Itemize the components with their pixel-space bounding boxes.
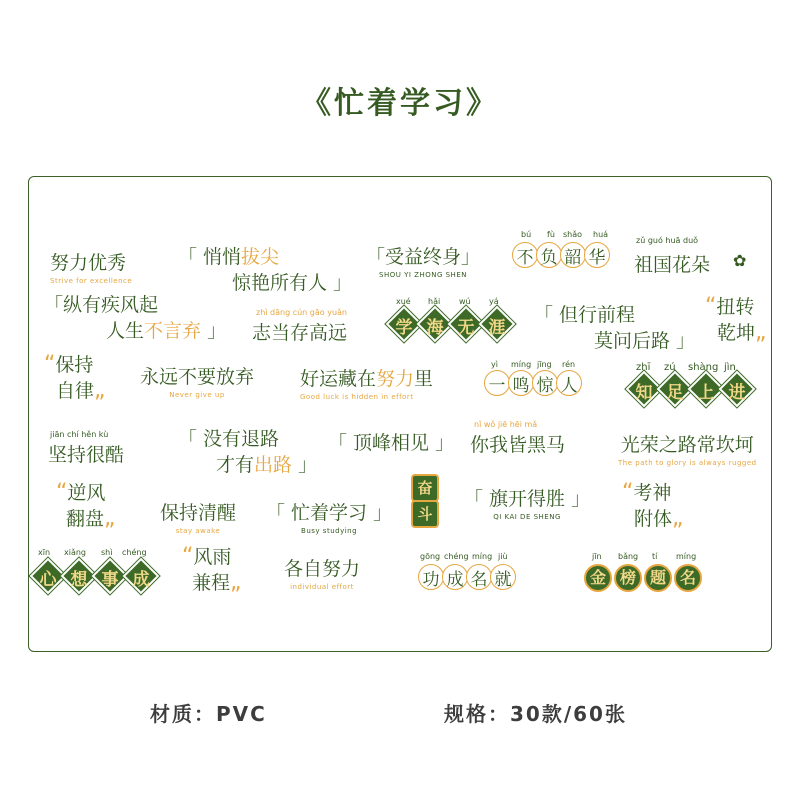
sticker-see-at-peak: 「 顶峰相见 」 [328, 432, 455, 454]
sticker-individual-effort [284, 554, 360, 591]
sticker-text: 好运藏在 [300, 368, 377, 390]
sticker-highlight: 不言弃 [144, 320, 202, 342]
pinyin: shàng [688, 362, 719, 373]
sticker-char: 进 [728, 383, 746, 403]
pinyin: xīn [38, 548, 51, 557]
sticker-never-give-up-wind [44, 292, 226, 344]
sticker-subtitle: Good luck is hidden in effort [300, 393, 414, 401]
sticker-text: 附体 [634, 508, 673, 530]
sticker-comeback: “逆风 翻盘„ [56, 480, 116, 531]
sticker-char: 名 [470, 570, 488, 590]
sticker-text: 保持 [55, 354, 94, 376]
sticker-highlight: 努力 [376, 368, 415, 390]
pinyin: jiù [498, 552, 508, 561]
spec-label: 规格：30款/60张 [444, 702, 627, 726]
sticker-rain-or-shine: “风雨 兼程„ [182, 544, 242, 595]
page-title: 《忙着学习》 [301, 86, 499, 121]
pinyin: zú [664, 362, 676, 373]
pinyin: huá [593, 230, 609, 239]
sticker-text: 翻盘 [66, 508, 105, 530]
sticker-char: 华 [588, 248, 606, 268]
sticker-char: 一 [488, 376, 506, 396]
sticker-char: 鸣 [512, 376, 530, 396]
sticker-text: 你我皆黑马 [470, 434, 566, 456]
sticker-highlight: 拔尖 [241, 246, 280, 268]
flower-icon: ✿ [733, 251, 747, 270]
sticker-char: 上 [697, 383, 715, 403]
sticker-char: 韶 [564, 248, 582, 268]
sticker-never-give-up [140, 362, 254, 399]
sticker-char: 负 [540, 248, 558, 268]
sticker-instant-victory [464, 484, 590, 521]
sticker-quietly-top [178, 244, 352, 296]
sticker-char: 榜 [614, 564, 642, 592]
pinyin: jīn [592, 552, 602, 561]
sticker-subtitle: QI KAI DE SHENG [493, 513, 561, 521]
pinyin: rén [562, 360, 576, 369]
sticker-turn-tide: “扭转 乾坤„ [705, 294, 767, 345]
sticker-char: 名 [674, 564, 702, 592]
sticker-char: 题 [644, 564, 672, 592]
sticker-text: 兼程 [192, 572, 231, 594]
pinyin: xué [396, 297, 411, 306]
sticker-text: 扭转 [716, 296, 755, 318]
pinyin: zǔ guó huā duǒ [636, 236, 699, 245]
sticker-char: 无 [457, 318, 475, 338]
sticker-text: 各自努力 [284, 558, 361, 580]
sticker-text: 志当存高远 [252, 322, 348, 344]
sticker-self-discipline: “保持 自律„ [44, 352, 106, 403]
sticker-text: 永远不要放弃 [140, 366, 255, 388]
sticker-text: 」 [292, 454, 318, 476]
pinyin: wú [459, 297, 471, 306]
pinyin: míng [472, 552, 493, 561]
sticker-char: 足 [666, 383, 684, 403]
sticker-text: 「 没有退路 [178, 428, 280, 450]
sticker-text: 莫问后路 」 [594, 330, 696, 352]
sticker-forward-path [534, 302, 695, 354]
sticker-text: 「 旗开得胜 」 [464, 488, 591, 510]
sticker-char: 成 [132, 570, 150, 590]
sticker-stay-awake [160, 498, 236, 535]
sticker-text: 才有 [216, 454, 255, 476]
sticker-text: 风雨 [193, 546, 232, 568]
sticker-char: 心 [39, 570, 57, 590]
sticker-char: 奋 [411, 474, 439, 502]
pinyin: yì [491, 360, 498, 369]
sticker-text: 里 [414, 368, 434, 390]
sticker-good-luck [300, 364, 433, 401]
sticker-no-retreat [178, 426, 317, 478]
sticker-text: 祖国花朵 [634, 254, 711, 276]
sticker-text: 「 忙着学习 」 [266, 502, 393, 524]
sticker-text: 惊艳所有人 」 [232, 272, 353, 294]
pinyin: shì [101, 548, 113, 557]
pinyin: bǎng [618, 552, 639, 561]
sticker-text: 」 [201, 320, 227, 342]
sticker-text: 保持清醒 [160, 502, 237, 524]
sticker-char: 海 [426, 318, 444, 338]
sticker-text: 「 但行前程 [534, 304, 636, 326]
sticker-char: 金 [584, 564, 612, 592]
material-label: 材质：PVC [150, 702, 267, 726]
pinyin: hǎi [428, 297, 441, 306]
sticker-text: 「纵有疾风起 [44, 294, 159, 316]
sticker-char: 人 [560, 376, 578, 396]
pinyin: zhì dāng cún gāo yuǎn [256, 308, 347, 317]
sticker-char: 不 [516, 248, 534, 268]
pinyin: jiān chí hěn kù [50, 430, 109, 439]
sticker-subtitle: Busy studying [301, 527, 358, 535]
sticker-lifelong [366, 242, 480, 279]
sticker-highlight: 出路 [254, 454, 293, 476]
sticker-text: 坚持很酷 [48, 444, 125, 466]
sticker-char: 功 [422, 570, 440, 590]
sticker-text: 逆风 [67, 482, 106, 504]
sticker-subtitle: stay awake [175, 527, 221, 535]
sticker-char: 事 [101, 570, 119, 590]
sticker-text: 考神 [633, 482, 672, 504]
pinyin: tí [652, 552, 658, 561]
sticker-char: 学 [395, 318, 413, 338]
pinyin: chéng [444, 552, 469, 561]
pinyin: fù [547, 230, 555, 239]
sticker-char: 涯 [488, 318, 506, 338]
sticker-subtitle: individual effort [290, 583, 354, 591]
sticker-text: 自律 [56, 380, 95, 402]
sticker-subtitle: Never give up [169, 391, 225, 399]
pinyin: bú [521, 230, 532, 239]
pinyin: jìn [724, 362, 736, 373]
sticker-char: 就 [494, 570, 512, 590]
pinyin: míng [511, 360, 532, 369]
sticker-char: 想 [70, 570, 88, 590]
pinyin: míng [676, 552, 697, 561]
pinyin: jīng [537, 360, 552, 369]
pinyin: nǐ wǒ jiē hēi mǎ [474, 420, 538, 429]
sticker-busy-studying [266, 498, 392, 535]
pinyin: xiǎng [64, 548, 87, 557]
sticker-text: 光荣之路常坎坷 [620, 434, 754, 456]
sticker-char: 惊 [536, 376, 554, 396]
sticker-text: 「 悄悄 [178, 246, 242, 268]
sticker-char: 成 [446, 570, 464, 590]
sticker-subtitle: The path to glory is always rugged [618, 459, 757, 467]
sticker-strive [50, 248, 132, 285]
sticker-glory-path [618, 430, 757, 467]
pinyin: zhī [636, 362, 651, 373]
sticker-char: 斗 [411, 500, 439, 528]
pinyin: gōng [420, 552, 441, 561]
sticker-text: 努力优秀 [50, 252, 127, 274]
sticker-subtitle: SHOU YI ZHONG SHEN [379, 271, 467, 279]
sticker-text: 「受益终身」 [366, 246, 481, 268]
pinyin: chéng [122, 548, 147, 557]
sticker-text: 人生 [106, 320, 145, 342]
sticker-subtitle: Strive for excellence [50, 277, 133, 285]
sticker-char: 知 [635, 383, 653, 403]
sticker-text: 乾坤 [717, 322, 756, 344]
sticker-exam-god: “考神 附体„ [622, 480, 684, 531]
pinyin: shǎo [563, 230, 583, 239]
pinyin: yá [489, 297, 499, 306]
